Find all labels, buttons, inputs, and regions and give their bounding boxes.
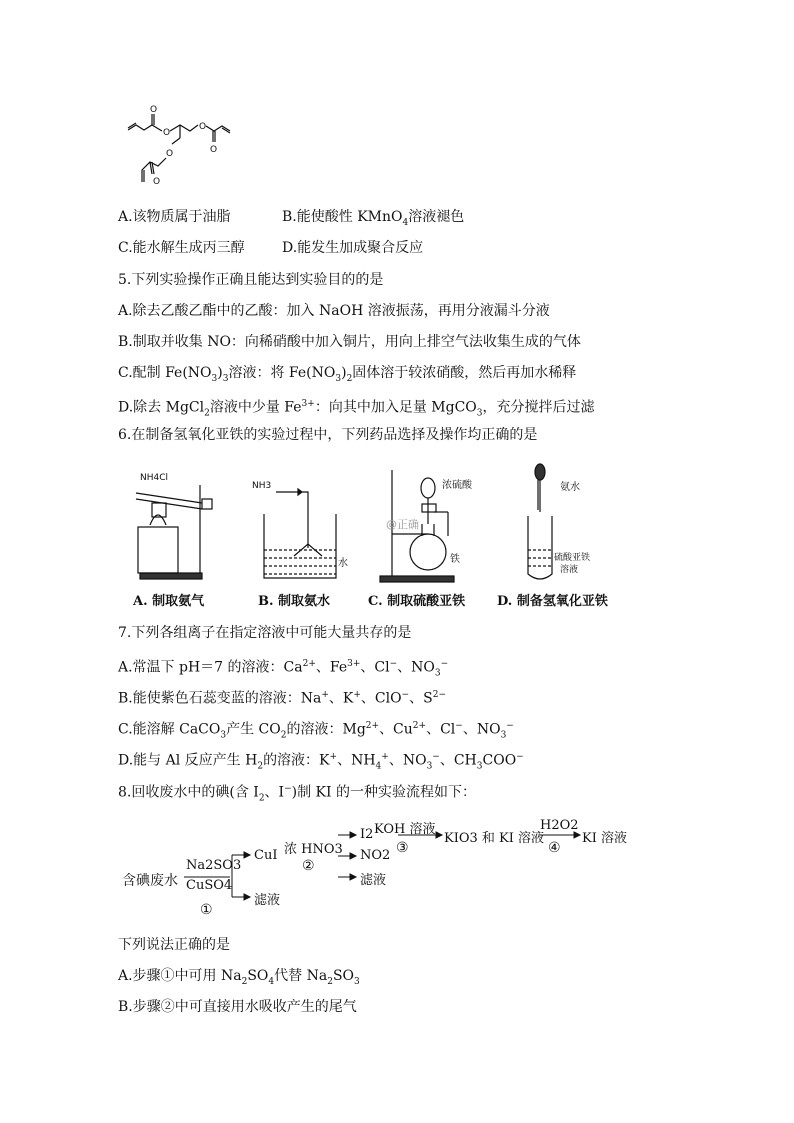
flow-product4: KI 溶液 bbox=[582, 831, 627, 846]
q6-stem: 6.在制备氢氧化亚铁的实验过程中，下列药品选择及操作均正确的是 bbox=[118, 427, 538, 443]
q8-option-b: B.步骤②中可直接用水吸收产生的尾气 bbox=[118, 999, 357, 1015]
flow-step3: ③ bbox=[396, 840, 409, 856]
flow-product3: KIO3 和 KI 溶液 bbox=[444, 831, 545, 846]
q5-option-c: C.配制 $Fe(NO_3)_3$溶液：将 $Fe(NO_3)_2$固体溶于较浓硝酸，然后再加水稀释 bbox=[118, 365, 577, 384]
label-ammonia: 氨水 bbox=[560, 482, 580, 493]
q8-option-a: A.步骤①中可用 $Na_2SO_4$代替 $Na_2SO_3$ bbox=[118, 968, 360, 987]
q4-option-b: B.能使酸性 KMnO$_4$溶液褪色 bbox=[282, 209, 465, 228]
q8-stem: 8.回收废水中的碘(含 $I_2$、I−)制 KI 的一种实验流程如下： bbox=[118, 784, 476, 804]
flow-reagent4: H2O2 bbox=[540, 818, 579, 833]
q4-option-a: A.该物质属于油脂 bbox=[118, 209, 231, 225]
caption-a: A. 制取氨气 bbox=[133, 594, 205, 609]
flow-reagent3: KOH 溶液 bbox=[374, 822, 436, 837]
apparatus-b-image bbox=[250, 478, 350, 583]
q5-option-b: B.制取并收集 NO：向稀硝酸中加入铜片，用向上排空气法收集生成的气体 bbox=[118, 334, 581, 350]
flow-filtrate1: 滤液 bbox=[254, 893, 281, 908]
flow-start: 含碘废水 bbox=[122, 873, 178, 889]
svg-text:O: O bbox=[210, 145, 218, 155]
label-feso4-1: 硫酸亚铁 bbox=[554, 553, 591, 563]
flow-reagent1a: Na2SO3 bbox=[186, 858, 242, 873]
q5-option-d: D.除去 MgCl$_2$溶液中少量 $Fe^{3+}$：向其中加入足量 MgCO$_3$，充分搅拌后过滤 bbox=[118, 399, 595, 419]
q7-option-b: B.能使紫色石蕊变蓝的溶液：Na+、K+、ClO−、$S^{2-}$ bbox=[118, 690, 446, 707]
flow-cui: CuI bbox=[254, 848, 278, 863]
flow-step4: ④ bbox=[548, 840, 561, 856]
flow-no2: NO2 bbox=[360, 848, 391, 863]
label-nh3: NH3 bbox=[252, 481, 272, 491]
label-water: 水 bbox=[338, 558, 348, 569]
apparatus-d-image bbox=[510, 460, 610, 585]
svg-text:O: O bbox=[199, 122, 207, 132]
svg-text:O: O bbox=[153, 177, 161, 187]
q4-option-c: C.能水解生成丙三醇 bbox=[118, 240, 245, 256]
svg-text:O: O bbox=[150, 105, 158, 115]
q4-option-d: D.能发生加成聚合反应 bbox=[282, 240, 424, 256]
q5-option-a: A.除去乙酸乙酯中的乙酸：加入 NaOH 溶液振荡，再用分液漏斗分液 bbox=[118, 303, 550, 319]
label-nh4cl: NH4Cl bbox=[140, 473, 169, 483]
flow-step2: ② bbox=[302, 858, 315, 874]
caption-b: B. 制取氨水 bbox=[258, 594, 331, 609]
flow-step1: ① bbox=[200, 902, 213, 918]
label-feso4-2: 溶液 bbox=[560, 565, 579, 575]
q5-stem: 5.下列实验操作正确且能达到实验目的的是 bbox=[118, 272, 384, 288]
q8-after: 下列说法正确的是 bbox=[118, 937, 230, 953]
flow-filtrate2: 滤液 bbox=[360, 873, 387, 888]
label-conc-acid: 浓硫酸 bbox=[442, 480, 472, 491]
caption-d: D. 制备氢氧化亚铁 bbox=[497, 594, 608, 609]
flow-reagent1b: CuSO4 bbox=[186, 878, 233, 893]
q7-stem: 7.下列各组离子在指定溶液中可能大量共存的是 bbox=[118, 625, 412, 641]
q7-option-a: A.常温下 pH＝7 的溶液：$Ca^{2+}$、$Fe^{3+}$、Cl−、$NO_3^-$ bbox=[118, 659, 449, 679]
apparatus-a-image bbox=[130, 465, 230, 585]
svg-text:O: O bbox=[163, 128, 171, 138]
flow-i2: I2 bbox=[360, 827, 374, 842]
q7-option-c: C.能溶解 CaCO$_3$产生 $CO_2$的溶液：$Mg^{2+}$、$Cu^{2+}$、Cl−、$NO_3^-$ bbox=[118, 721, 514, 741]
svg-text:O: O bbox=[166, 149, 174, 159]
caption-c: C. 制取硫酸亚铁 bbox=[368, 594, 466, 609]
flow-reagent2: 浓 HNO3 bbox=[284, 842, 343, 857]
triester-structure-image bbox=[118, 100, 238, 195]
label-iron: 铁 bbox=[450, 554, 460, 565]
q7-option-d: D.能与 Al 反应产生 $H_2$的溶液：K+、$NH_4^+$、$NO_3^-$、$CH_3COO^-$ bbox=[118, 752, 524, 772]
watermark: @正确 bbox=[386, 518, 419, 531]
apparatus-c-image bbox=[372, 464, 487, 586]
